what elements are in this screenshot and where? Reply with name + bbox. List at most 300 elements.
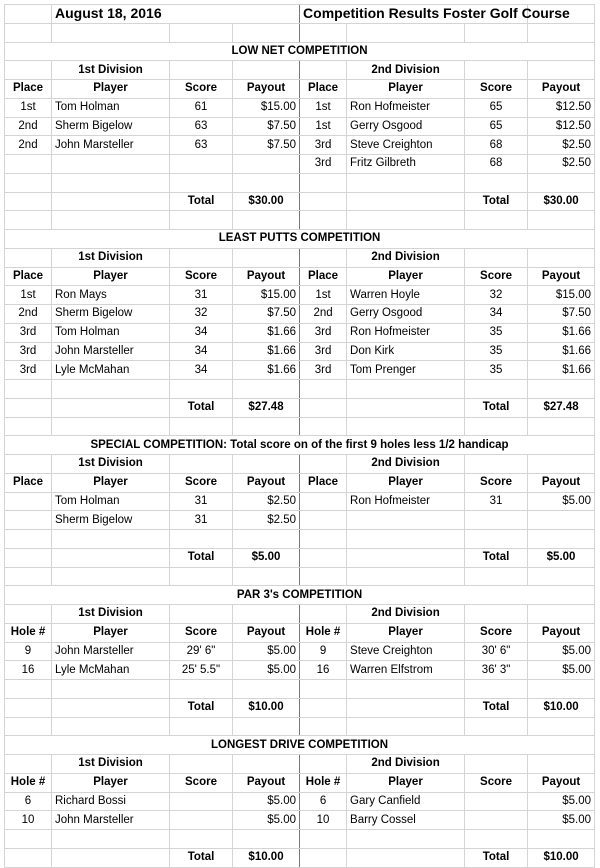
column-header-payout: Payout [528, 773, 595, 792]
empty-cell [347, 848, 465, 867]
empty-cell [528, 248, 595, 267]
empty-cell [300, 548, 347, 567]
payout-cell: $5.00 [528, 492, 595, 511]
payout-cell: $7.50 [528, 305, 595, 324]
payout-cell: $2.50 [233, 492, 300, 511]
score-cell: 31 [170, 511, 233, 530]
column-header-score: Score [465, 623, 528, 642]
score-cell: 35 [465, 323, 528, 342]
payout-cell: $2.50 [528, 136, 595, 155]
position-cell [300, 680, 347, 699]
empty-cell [170, 417, 233, 436]
player-cell [347, 511, 465, 530]
payout-cell: $5.00 [528, 811, 595, 830]
empty-cell [5, 61, 52, 80]
column-header-player: Player [52, 623, 170, 642]
payout-cell [528, 511, 595, 530]
payout-cell: $12.50 [528, 117, 595, 136]
payout-cell: $5.00 [233, 792, 300, 811]
position-cell [5, 511, 52, 530]
results-sheet [4, 4, 594, 868]
column-header-score: Score [465, 473, 528, 492]
position-cell [5, 155, 52, 174]
total-label: Total [170, 398, 233, 417]
column-header-position: Place [5, 80, 52, 99]
total-payout: $10.00 [528, 698, 595, 717]
player-cell: Don Kirk [347, 342, 465, 361]
division-row [5, 455, 595, 474]
payout-cell: $1.66 [233, 342, 300, 361]
total-row [5, 548, 595, 567]
column-header-position: Place [300, 80, 347, 99]
empty-cell [52, 567, 170, 586]
result-row [5, 342, 595, 361]
payout-cell: $7.50 [233, 305, 300, 324]
position-cell: 2nd [5, 305, 52, 324]
section-title-row [5, 230, 595, 249]
total-label: Total [170, 848, 233, 867]
empty-cell [233, 248, 300, 267]
empty-cell [528, 61, 595, 80]
division-name: 1st Division [52, 455, 170, 474]
payout-cell: $2.50 [528, 155, 595, 174]
score-cell: 25' 5.5" [170, 661, 233, 680]
player-cell: John Marsteller [52, 811, 170, 830]
empty-cell [52, 548, 170, 567]
empty-cell [170, 755, 233, 774]
player-cell: John Marsteller [52, 136, 170, 155]
result-row [5, 530, 595, 549]
payout-cell: $2.50 [233, 511, 300, 530]
result-row [5, 792, 595, 811]
payout-cell: $5.00 [233, 642, 300, 661]
payout-cell: $5.00 [528, 661, 595, 680]
empty-cell [528, 755, 595, 774]
total-label: Total [170, 548, 233, 567]
empty-cell [5, 548, 52, 567]
position-cell: 1st [300, 117, 347, 136]
empty-cell [300, 61, 347, 80]
player-cell: Warren Hoyle [347, 286, 465, 305]
empty-cell [465, 755, 528, 774]
result-row [5, 680, 595, 699]
empty-cell [5, 248, 52, 267]
result-row [5, 136, 595, 155]
payout-cell [528, 530, 595, 549]
position-cell: 1st [5, 98, 52, 117]
empty-cell [347, 192, 465, 211]
result-row [5, 117, 595, 136]
empty-cell [347, 398, 465, 417]
empty-cell [347, 717, 465, 736]
division-name: 2nd Division [347, 61, 465, 80]
position-cell: 3rd [300, 155, 347, 174]
score-cell: 68 [465, 136, 528, 155]
position-cell [5, 173, 52, 192]
result-row [5, 511, 595, 530]
score-cell: 34 [170, 361, 233, 380]
empty-cell [5, 848, 52, 867]
empty-cell [300, 848, 347, 867]
score-cell: 31 [170, 492, 233, 511]
score-cell: 35 [465, 342, 528, 361]
total-label: Total [170, 192, 233, 211]
section-title-row [5, 436, 595, 455]
position-cell: 9 [300, 642, 347, 661]
column-header-row [5, 80, 595, 99]
position-cell [300, 173, 347, 192]
payout-cell [528, 680, 595, 699]
column-header-score: Score [170, 80, 233, 99]
total-payout: $10.00 [233, 848, 300, 867]
total-row [5, 398, 595, 417]
empty-cell [528, 567, 595, 586]
empty-cell [347, 548, 465, 567]
score-cell: 34 [465, 305, 528, 324]
player-cell [52, 173, 170, 192]
empty-cell [465, 417, 528, 436]
score-cell: 32 [465, 286, 528, 305]
total-label: Total [465, 698, 528, 717]
empty-cell [52, 417, 170, 436]
section-title-row [5, 42, 595, 61]
division-row [5, 248, 595, 267]
position-cell: 16 [300, 661, 347, 680]
empty-cell [347, 23, 465, 42]
total-label: Total [465, 398, 528, 417]
player-cell: Sherm Bigelow [52, 305, 170, 324]
column-header-payout: Payout [233, 623, 300, 642]
result-row [5, 492, 595, 511]
payout-cell: $12.50 [528, 98, 595, 117]
result-row [5, 286, 595, 305]
player-cell: Tom Prenger [347, 361, 465, 380]
payout-cell: $15.00 [233, 98, 300, 117]
column-header-score: Score [170, 773, 233, 792]
column-header-position: Hole # [300, 623, 347, 642]
column-header-score: Score [170, 473, 233, 492]
empty-cell [233, 23, 300, 42]
total-label: Total [465, 848, 528, 867]
column-header-score: Score [465, 267, 528, 286]
result-row [5, 98, 595, 117]
payout-cell: $7.50 [233, 136, 300, 155]
column-header-score: Score [170, 623, 233, 642]
section-title: LEAST PUTTS COMPETITION [5, 230, 595, 249]
player-cell [52, 530, 170, 549]
score-cell [465, 680, 528, 699]
player-cell: Ron Hofmeister [347, 323, 465, 342]
column-header-payout: Payout [233, 267, 300, 286]
section-title: SPECIAL COMPETITION: Total score on of the first 9 holes less 1/2 handicap [5, 436, 595, 455]
blank-row [5, 211, 595, 230]
score-cell: 30' 6" [465, 642, 528, 661]
column-header-position: Place [300, 473, 347, 492]
report-title: Competition Results Foster Golf Course [300, 5, 528, 24]
payout-cell [233, 680, 300, 699]
payout-cell [233, 155, 300, 174]
player-cell: Tom Holman [52, 98, 170, 117]
empty-cell [170, 61, 233, 80]
empty-cell [300, 567, 347, 586]
empty-cell [528, 417, 595, 436]
position-cell: 3rd [300, 323, 347, 342]
player-cell: Barry Cossel [347, 811, 465, 830]
score-cell: 32 [170, 305, 233, 324]
position-cell: 6 [5, 792, 52, 811]
score-cell [465, 530, 528, 549]
score-cell [465, 380, 528, 399]
empty-cell [300, 417, 347, 436]
score-cell [170, 530, 233, 549]
position-cell [300, 380, 347, 399]
position-cell: 2nd [300, 305, 347, 324]
empty-cell [300, 23, 347, 42]
position-cell: 16 [5, 661, 52, 680]
empty-cell [233, 61, 300, 80]
column-header-position: Hole # [5, 623, 52, 642]
total-payout: $27.48 [233, 398, 300, 417]
player-cell: Gerry Osgood [347, 117, 465, 136]
column-header-row [5, 267, 595, 286]
payout-cell: $5.00 [233, 811, 300, 830]
empty-cell [170, 567, 233, 586]
empty-cell [52, 698, 170, 717]
empty-cell [300, 398, 347, 417]
total-label: Total [465, 548, 528, 567]
section-title: LOW NET COMPETITION [5, 42, 595, 61]
column-header-position: Place [5, 267, 52, 286]
score-cell [465, 173, 528, 192]
position-cell [300, 830, 347, 849]
player-cell [52, 680, 170, 699]
empty-cell [300, 698, 347, 717]
player-cell: Tom Holman [52, 323, 170, 342]
empty-cell [465, 455, 528, 474]
result-row [5, 155, 595, 174]
position-cell: 3rd [5, 361, 52, 380]
position-cell [5, 830, 52, 849]
payout-cell [528, 830, 595, 849]
column-header-player: Player [347, 473, 465, 492]
position-cell: 9 [5, 642, 52, 661]
column-header-score: Score [465, 80, 528, 99]
payout-cell [233, 830, 300, 849]
score-cell [170, 173, 233, 192]
empty-cell [170, 605, 233, 624]
position-cell: 2nd [5, 136, 52, 155]
column-header-score: Score [465, 773, 528, 792]
column-header-payout: Payout [233, 80, 300, 99]
empty-cell [5, 605, 52, 624]
empty-cell [5, 567, 52, 586]
section-title: LONGEST DRIVE COMPETITION [5, 736, 595, 755]
result-row [5, 642, 595, 661]
payout-cell: $5.00 [233, 661, 300, 680]
payout-cell: $1.66 [528, 361, 595, 380]
column-header-payout: Payout [528, 267, 595, 286]
empty-cell [5, 23, 52, 42]
player-cell [52, 155, 170, 174]
score-cell: 65 [465, 98, 528, 117]
empty-cell [233, 605, 300, 624]
position-cell: 2nd [5, 117, 52, 136]
total-payout: $5.00 [528, 548, 595, 567]
column-header-position: Place [5, 473, 52, 492]
column-header-payout: Payout [233, 773, 300, 792]
position-cell [300, 530, 347, 549]
payout-cell [528, 173, 595, 192]
empty-cell [5, 5, 52, 24]
empty-cell [170, 23, 233, 42]
empty-cell [300, 717, 347, 736]
position-cell: 3rd [5, 342, 52, 361]
page-header [5, 5, 595, 24]
score-cell: 63 [170, 136, 233, 155]
position-cell: 1st [300, 98, 347, 117]
score-cell [170, 680, 233, 699]
column-header-player: Player [347, 80, 465, 99]
column-header-payout: Payout [233, 473, 300, 492]
division-name: 1st Division [52, 248, 170, 267]
score-cell [170, 380, 233, 399]
payout-cell [233, 530, 300, 549]
player-cell: Gerry Osgood [347, 305, 465, 324]
empty-cell [52, 848, 170, 867]
total-payout: $30.00 [528, 192, 595, 211]
player-cell: Ron Hofmeister [347, 98, 465, 117]
division-name: 2nd Division [347, 605, 465, 624]
empty-cell [5, 192, 52, 211]
empty-cell [347, 211, 465, 230]
blank-row [5, 23, 595, 42]
score-cell [170, 811, 233, 830]
empty-cell [52, 717, 170, 736]
total-label: Total [465, 192, 528, 211]
column-header-player: Player [52, 773, 170, 792]
position-cell [5, 530, 52, 549]
result-row [5, 661, 595, 680]
empty-cell [52, 23, 170, 42]
results-table [4, 4, 595, 868]
column-header-position: Hole # [300, 773, 347, 792]
result-row [5, 380, 595, 399]
player-cell [347, 173, 465, 192]
division-row [5, 605, 595, 624]
empty-cell [233, 717, 300, 736]
empty-cell [465, 605, 528, 624]
empty-cell [528, 23, 595, 42]
column-header-score: Score [170, 267, 233, 286]
empty-cell [465, 717, 528, 736]
empty-cell [233, 567, 300, 586]
payout-cell: $15.00 [233, 286, 300, 305]
position-cell: 3rd [5, 323, 52, 342]
total-payout: $10.00 [528, 848, 595, 867]
empty-cell [300, 192, 347, 211]
empty-cell [52, 398, 170, 417]
score-cell: 63 [170, 117, 233, 136]
player-cell: Tom Holman [52, 492, 170, 511]
score-cell: 31 [170, 286, 233, 305]
total-payout: $27.48 [528, 398, 595, 417]
result-row [5, 323, 595, 342]
score-cell: 34 [170, 323, 233, 342]
division-row [5, 61, 595, 80]
division-name: 2nd Division [347, 455, 465, 474]
empty-cell [465, 567, 528, 586]
empty-cell [5, 717, 52, 736]
payout-cell: $1.66 [233, 361, 300, 380]
column-header-position: Hole # [5, 773, 52, 792]
empty-cell [300, 605, 347, 624]
player-cell [347, 830, 465, 849]
empty-cell [528, 605, 595, 624]
position-cell [5, 492, 52, 511]
result-row [5, 830, 595, 849]
payout-cell [233, 173, 300, 192]
empty-cell [5, 398, 52, 417]
score-cell [170, 155, 233, 174]
section-title: PAR 3's COMPETITION [5, 586, 595, 605]
blank-row [5, 567, 595, 586]
score-cell [170, 792, 233, 811]
column-header-payout: Payout [528, 80, 595, 99]
empty-cell [170, 248, 233, 267]
column-header-player: Player [347, 267, 465, 286]
division-name: 2nd Division [347, 248, 465, 267]
position-cell [300, 492, 347, 511]
total-label: Total [170, 698, 233, 717]
player-cell: Steve Creighton [347, 136, 465, 155]
empty-cell [528, 717, 595, 736]
player-cell [347, 530, 465, 549]
player-cell: Richard Bossi [52, 792, 170, 811]
result-row [5, 811, 595, 830]
position-cell [5, 680, 52, 699]
empty-cell [347, 417, 465, 436]
section-title-row [5, 586, 595, 605]
empty-cell [528, 211, 595, 230]
empty-cell [528, 455, 595, 474]
empty-cell [300, 455, 347, 474]
blank-row [5, 717, 595, 736]
player-cell: Lyle McMahan [52, 361, 170, 380]
column-header-player: Player [52, 473, 170, 492]
empty-cell [5, 211, 52, 230]
player-cell [347, 680, 465, 699]
division-name: 2nd Division [347, 755, 465, 774]
player-cell: Ron Mays [52, 286, 170, 305]
empty-cell [465, 23, 528, 42]
empty-cell [347, 698, 465, 717]
player-cell: Lyle McMahan [52, 661, 170, 680]
player-cell: Warren Elfstrom [347, 661, 465, 680]
score-cell: 29' 6" [170, 642, 233, 661]
empty-cell [5, 698, 52, 717]
position-cell: 10 [5, 811, 52, 830]
empty-cell [347, 567, 465, 586]
player-cell: Sherm Bigelow [52, 511, 170, 530]
payout-cell: $1.66 [528, 342, 595, 361]
total-row [5, 192, 595, 211]
player-cell: Sherm Bigelow [52, 117, 170, 136]
score-cell [170, 830, 233, 849]
payout-cell: $5.00 [528, 642, 595, 661]
position-cell: 1st [300, 286, 347, 305]
score-cell: 65 [465, 117, 528, 136]
position-cell [5, 380, 52, 399]
